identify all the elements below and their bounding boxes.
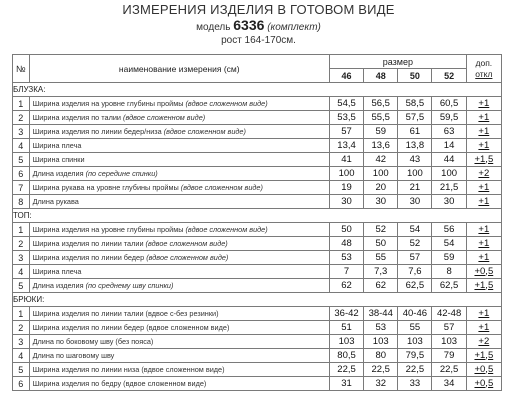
- row-number: 3: [13, 125, 30, 139]
- tolerance-cell: [466, 321, 501, 335]
- table-row: [13, 335, 502, 349]
- measurement-name: [29, 279, 329, 293]
- table-row: [13, 223, 502, 237]
- measurement-name: [29, 167, 329, 181]
- measurement-label: Ширина изделия по линии талии (вдвое с-без резинки): [32, 308, 219, 318]
- tolerance-value: +1: [478, 97, 490, 109]
- measurement-label: Длина по шаговому шву: [32, 350, 115, 360]
- measurement-name: [29, 251, 329, 265]
- tolerance-cell: [466, 97, 501, 111]
- measurement-note: (по среднему шву спинки): [83, 280, 174, 290]
- tolerance-cell: [466, 223, 501, 237]
- size-header: 50: [398, 69, 432, 83]
- size-value: 33: [398, 377, 432, 391]
- tolerance-cell: [466, 307, 501, 321]
- size-value: 79,5: [398, 349, 432, 363]
- row-number: 6: [13, 167, 30, 181]
- tolerance-value: +1: [478, 307, 490, 319]
- size-value: 58,5: [398, 97, 432, 111]
- size-value: 8: [432, 265, 466, 279]
- measurement-note: (вдвое сложенном виде): [178, 182, 263, 192]
- model-line: [0, 17, 517, 33]
- measurement-name: [29, 181, 329, 195]
- tolerance-value: +1: [478, 223, 490, 235]
- tolerance-cell: [466, 335, 501, 349]
- measurement-name: [29, 335, 329, 349]
- tolerance-cell: [466, 181, 501, 195]
- measurement-name: [29, 111, 329, 125]
- size-value: 57: [398, 251, 432, 265]
- col-size-header: размер: [329, 55, 466, 69]
- measurement-name: [29, 377, 329, 391]
- size-value: 103: [398, 335, 432, 349]
- size-header: 48: [364, 69, 398, 83]
- size-value: 30: [329, 195, 363, 209]
- measurement-label: Ширина изделия по линии бедер (вдвое сложенном виде): [32, 322, 230, 332]
- size-value: 53: [364, 321, 398, 335]
- section-row: [13, 83, 502, 97]
- measurement-label: Длина рукава: [32, 196, 79, 206]
- size-value: 62: [364, 279, 398, 293]
- measurement-label: Ширина рукава на уровне глубины проймы: [32, 182, 179, 192]
- size-value: 30: [364, 195, 398, 209]
- table-row: [13, 181, 502, 195]
- row-number: 7: [13, 181, 30, 195]
- size-value: 34: [432, 377, 466, 391]
- row-number: 4: [13, 349, 30, 363]
- size-value: 55: [364, 251, 398, 265]
- size-value: 59,5: [432, 111, 466, 125]
- size-value: 41: [329, 153, 363, 167]
- measurement-label: Ширина изделия по линии талии: [32, 238, 144, 248]
- tolerance-value: +2: [478, 167, 490, 179]
- table-row: [13, 111, 502, 125]
- row-number: 2: [13, 111, 30, 125]
- size-value: 62,5: [398, 279, 432, 293]
- size-value: 32: [364, 377, 398, 391]
- measurement-name: [29, 237, 329, 251]
- row-number: 1: [13, 307, 30, 321]
- measurement-name: [29, 265, 329, 279]
- col-dop-header: [466, 55, 501, 83]
- measurement-name: [29, 349, 329, 363]
- tolerance-value: +1: [478, 195, 490, 207]
- measurement-label: Ширина изделия по линии бедер/низа: [32, 126, 162, 136]
- section-row: [13, 209, 502, 223]
- model-number: 6336: [233, 17, 265, 33]
- col-name-header: наименование измерения (см): [29, 55, 329, 83]
- size-value: 103: [329, 335, 363, 349]
- col-dop-top: доп.: [475, 57, 493, 68]
- size-value: 55,5: [364, 111, 398, 125]
- row-number: 3: [13, 251, 30, 265]
- row-number: 5: [13, 279, 30, 293]
- row-number: 5: [13, 363, 30, 377]
- size-value: 55: [398, 321, 432, 335]
- row-number: 5: [13, 153, 30, 167]
- table-row: [13, 195, 502, 209]
- measurements-table: [12, 54, 502, 391]
- tolerance-value: +0,5: [474, 377, 494, 389]
- size-value: 61: [398, 125, 432, 139]
- measurement-label: Длина изделия: [32, 168, 84, 178]
- tolerance-cell: [466, 265, 501, 279]
- size-value: 79: [432, 349, 466, 363]
- size-value: 22,5: [398, 363, 432, 377]
- size-value: 100: [364, 167, 398, 181]
- measurement-note: (вдвое сложенном виде): [161, 126, 246, 136]
- row-number: 2: [13, 237, 30, 251]
- size-value: 54,5: [329, 97, 363, 111]
- size-value: 80: [364, 349, 398, 363]
- table-row: [13, 97, 502, 111]
- tolerance-cell: [466, 153, 501, 167]
- tolerance-cell: [466, 237, 501, 251]
- tolerance-value: +1: [478, 181, 490, 193]
- tolerance-value: +0,5: [474, 363, 494, 375]
- size-value: 51: [329, 321, 363, 335]
- size-value: 50: [364, 237, 398, 251]
- measurement-note: (вдвое сложенном виде): [143, 238, 228, 248]
- row-number: 1: [13, 223, 30, 237]
- size-value: 53,5: [329, 111, 363, 125]
- size-value: 31: [329, 377, 363, 391]
- header-row-top: [13, 55, 502, 69]
- tolerance-cell: [466, 195, 501, 209]
- measurement-note: (вдвое сложенном виде): [183, 98, 268, 108]
- size-value: 56: [432, 223, 466, 237]
- table-row: [13, 265, 502, 279]
- row-number: 2: [13, 321, 30, 335]
- measurement-label: Ширина изделия по талии: [32, 112, 121, 122]
- size-value: 7: [329, 265, 363, 279]
- measurement-name: [29, 97, 329, 111]
- tolerance-value: +0,5: [474, 265, 494, 277]
- tolerance-value: +1,5: [474, 153, 494, 165]
- size-value: 13,4: [329, 139, 363, 153]
- measurement-label: Ширина плеча: [32, 266, 82, 276]
- measurement-label: Ширина изделия на уровне глубины проймы: [32, 98, 184, 108]
- size-value: 63: [432, 125, 466, 139]
- size-value: 38-44: [364, 307, 398, 321]
- table-row: [13, 167, 502, 181]
- size-value: 30: [432, 195, 466, 209]
- measurement-label: Ширина спинки: [32, 154, 85, 164]
- model-label: модель: [196, 22, 231, 33]
- size-value: 14: [432, 139, 466, 153]
- table-row: [13, 139, 502, 153]
- size-value: 57: [432, 321, 466, 335]
- size-value: 42-48: [432, 307, 466, 321]
- size-value: 44: [432, 153, 466, 167]
- tolerance-cell: [466, 279, 501, 293]
- table-body: [13, 83, 502, 391]
- size-value: 100: [329, 167, 363, 181]
- measurement-name: [29, 307, 329, 321]
- row-number: 1: [13, 97, 30, 111]
- col-dop-bottom: откл: [475, 68, 493, 79]
- tolerance-value: +1,5: [474, 279, 494, 291]
- tolerance-cell: [466, 139, 501, 153]
- size-value: 52: [398, 237, 432, 251]
- size-value: 22,5: [432, 363, 466, 377]
- section-row: [13, 293, 502, 307]
- measurement-label: Длина по боковому шву (без пояса): [32, 336, 154, 346]
- measurement-label: Ширина изделия по линии бедер: [32, 252, 145, 262]
- table-row: [13, 237, 502, 251]
- section-title: БРЮКИ:: [13, 293, 502, 307]
- size-value: 56,5: [364, 97, 398, 111]
- size-value: 22,5: [329, 363, 363, 377]
- measurement-name: [29, 195, 329, 209]
- tolerance-cell: [466, 111, 501, 125]
- size-value: 48: [329, 237, 363, 251]
- size-value: 7,3: [364, 265, 398, 279]
- tolerance-value: +1: [478, 125, 490, 137]
- measurement-note: (вдвое сложенном виде): [183, 224, 268, 234]
- height-line: рост 164-170см.: [221, 35, 296, 46]
- size-value: 52: [364, 223, 398, 237]
- measurement-label: Ширина изделия по бедру (вдвое сложенном виде): [32, 378, 207, 388]
- table-row: [13, 363, 502, 377]
- table-row: [13, 321, 502, 335]
- row-number: 4: [13, 265, 30, 279]
- table-row: [13, 125, 502, 139]
- size-value: 30: [398, 195, 432, 209]
- tolerance-cell: [466, 363, 501, 377]
- measurement-note: (вдвое сложенном виде): [121, 112, 206, 122]
- table-row: [13, 279, 502, 293]
- tolerance-value: +1,5: [474, 349, 494, 361]
- table-row: [13, 153, 502, 167]
- tolerance-cell: [466, 167, 501, 181]
- tolerance-cell: [466, 125, 501, 139]
- size-value: 80,5: [329, 349, 363, 363]
- table-row: [13, 349, 502, 363]
- measurement-label: Ширина плеча: [32, 140, 82, 150]
- size-value: 19: [329, 181, 363, 195]
- row-number: 3: [13, 335, 30, 349]
- table-row: [13, 251, 502, 265]
- measurement-note: (вдвое сложенном виде): [144, 252, 229, 262]
- size-value: 53: [329, 251, 363, 265]
- section-title: БЛУЗКА:: [13, 83, 502, 97]
- size-value: 57: [329, 125, 363, 139]
- size-value: 42: [364, 153, 398, 167]
- size-value: 54: [432, 237, 466, 251]
- size-header: 46: [329, 69, 363, 83]
- size-value: 57,5: [398, 111, 432, 125]
- model-note: (комплект): [267, 22, 321, 33]
- tolerance-cell: [466, 349, 501, 363]
- size-value: 59: [432, 251, 466, 265]
- row-number: 4: [13, 139, 30, 153]
- tolerance-value: +1: [478, 139, 490, 151]
- tolerance-cell: [466, 251, 501, 265]
- size-value: 20: [364, 181, 398, 195]
- size-value: 50: [329, 223, 363, 237]
- section-title: ТОП:: [13, 209, 502, 223]
- measurement-label: Ширина изделия по линии низа (вдвое сложенном виде): [32, 364, 225, 374]
- measurement-name: [29, 153, 329, 167]
- size-value: 100: [432, 167, 466, 181]
- row-number: 8: [13, 195, 30, 209]
- tolerance-value: +1: [478, 111, 490, 123]
- size-value: 22,5: [364, 363, 398, 377]
- table-row: [13, 377, 502, 391]
- measurement-label: Длина изделия: [32, 280, 84, 290]
- size-value: 13,6: [364, 139, 398, 153]
- size-value: 43: [398, 153, 432, 167]
- size-value: 21,5: [432, 181, 466, 195]
- measurement-name: [29, 321, 329, 335]
- tolerance-cell: [466, 377, 501, 391]
- document-title: ИЗМЕРЕНИЯ ИЗДЕЛИЯ В ГОТОВОМ ВИДЕ: [122, 2, 395, 17]
- measurement-name: [29, 223, 329, 237]
- size-value: 60,5: [432, 97, 466, 111]
- col-no-header: №: [13, 55, 30, 83]
- measurement-name: [29, 125, 329, 139]
- size-value: 40-46: [398, 307, 432, 321]
- size-value: 7,6: [398, 265, 432, 279]
- size-value: 103: [364, 335, 398, 349]
- tolerance-value: +1: [478, 237, 490, 249]
- size-value: 59: [364, 125, 398, 139]
- size-value: 62: [329, 279, 363, 293]
- size-value: 21: [398, 181, 432, 195]
- measurement-name: [29, 363, 329, 377]
- size-value: 54: [398, 223, 432, 237]
- size-value: 103: [432, 335, 466, 349]
- size-value: 13,8: [398, 139, 432, 153]
- size-header: 52: [432, 69, 466, 83]
- measurement-name: [29, 139, 329, 153]
- tolerance-value: +1: [478, 251, 490, 263]
- table-row: [13, 307, 502, 321]
- row-number: 6: [13, 377, 30, 391]
- tolerance-value: +2: [478, 335, 490, 347]
- size-value: 100: [398, 167, 432, 181]
- measurement-label: Ширина изделия на уровне глубины проймы: [32, 224, 184, 234]
- size-value: 36-42: [329, 307, 363, 321]
- tolerance-value: +1: [478, 321, 490, 333]
- measurement-note: (по середине спинки): [83, 168, 158, 178]
- size-value: 62,5: [432, 279, 466, 293]
